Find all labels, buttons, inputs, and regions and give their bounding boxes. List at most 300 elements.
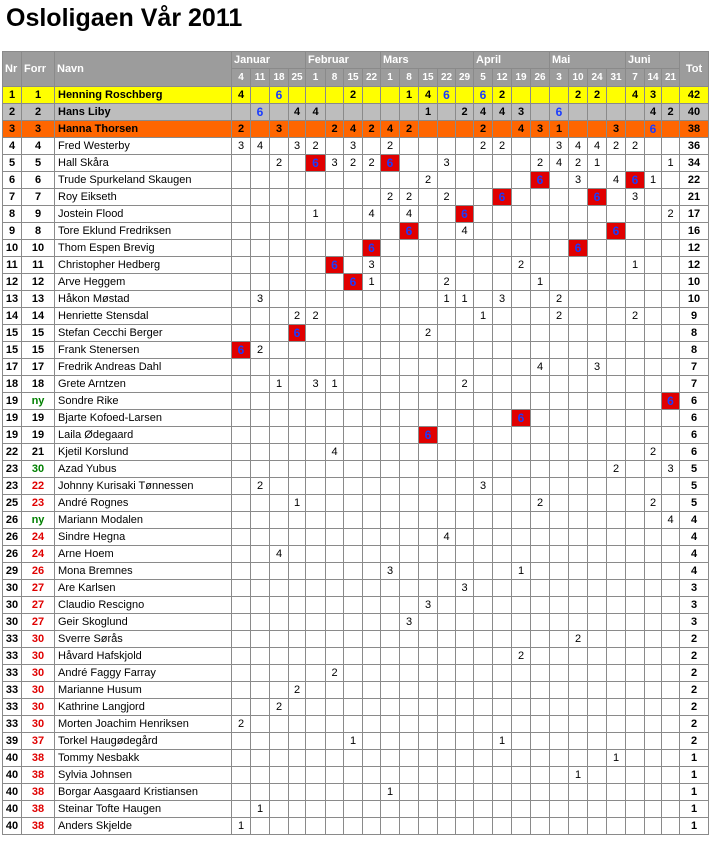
score-cell	[363, 308, 381, 325]
score-cell	[270, 478, 289, 495]
score-cell	[289, 155, 306, 172]
score-cell	[289, 376, 306, 393]
score-cell	[493, 648, 512, 665]
score-cell	[474, 631, 493, 648]
score-cell	[474, 461, 493, 478]
score-cell	[456, 665, 474, 682]
score-cell	[344, 699, 363, 716]
score-cell	[645, 461, 662, 478]
score-cell	[512, 155, 531, 172]
score-cell	[326, 750, 344, 767]
table-row	[3, 818, 709, 835]
score-cell	[569, 801, 588, 818]
score-cell	[419, 342, 438, 359]
score-cell	[381, 750, 400, 767]
score-cell	[588, 801, 607, 818]
score-cell	[456, 733, 474, 750]
score-cell	[438, 665, 456, 682]
score-cell	[251, 223, 270, 240]
score-cell	[645, 580, 662, 597]
score-cell	[306, 529, 326, 546]
score-cell	[326, 648, 344, 665]
rank-cell: 22	[3, 444, 22, 461]
rank-cell: 29	[3, 563, 22, 580]
score-cell	[588, 308, 607, 325]
score-cell: 1	[326, 376, 344, 393]
score-cell	[493, 155, 512, 172]
total-cell: 7	[680, 376, 709, 393]
score-cell	[400, 155, 419, 172]
score-cell: 2	[381, 138, 400, 155]
score-cell	[588, 529, 607, 546]
score-cell	[550, 767, 569, 784]
score-cell	[419, 257, 438, 274]
score-cell	[531, 104, 550, 121]
score-cell	[306, 750, 326, 767]
score-cell	[588, 614, 607, 631]
score-cell	[306, 716, 326, 733]
table-row	[3, 682, 709, 699]
rank-cell: 17	[3, 359, 22, 376]
score-cell	[270, 189, 289, 206]
month-header: Mars	[381, 52, 474, 69]
score-cell	[419, 512, 438, 529]
score-cell	[662, 308, 680, 325]
score-cell	[607, 818, 626, 835]
score-cell	[438, 733, 456, 750]
score-cell	[326, 172, 344, 189]
score-cell	[344, 461, 363, 478]
score-cell	[400, 325, 419, 342]
score-cell	[438, 784, 456, 801]
score-cell	[381, 104, 400, 121]
score-cell	[400, 376, 419, 393]
table-row	[3, 631, 709, 648]
score-cell	[456, 189, 474, 206]
score-cell	[289, 274, 306, 291]
player-name-cell: Roy Eikseth	[55, 189, 232, 206]
score-cell	[512, 325, 531, 342]
score-cell: 3	[645, 87, 662, 104]
score-cell	[456, 308, 474, 325]
score-cell	[493, 631, 512, 648]
total-cell: 10	[680, 291, 709, 308]
score-cell	[419, 376, 438, 393]
rank-cell: 10	[3, 240, 22, 257]
score-cell	[456, 716, 474, 733]
score-cell	[251, 308, 270, 325]
score-cell: 1	[569, 767, 588, 784]
score-cell	[645, 325, 662, 342]
score-cell	[344, 512, 363, 529]
score-cell	[645, 240, 662, 257]
score-cell	[344, 393, 363, 410]
score-cell: 3	[326, 155, 344, 172]
score-cell	[531, 138, 550, 155]
score-cell	[588, 784, 607, 801]
score-cell	[381, 699, 400, 716]
score-cell	[363, 682, 381, 699]
score-cell	[588, 733, 607, 750]
score-cell: 2	[607, 461, 626, 478]
score-cell: 2	[456, 376, 474, 393]
score-cell: 4	[626, 87, 645, 104]
total-cell: 2	[680, 699, 709, 716]
score-cell	[363, 325, 381, 342]
score-cell	[400, 818, 419, 835]
score-cell: 2	[474, 121, 493, 138]
score-cell	[607, 240, 626, 257]
score-cell	[588, 172, 607, 189]
score-cell: 6	[270, 87, 289, 104]
score-cell	[363, 614, 381, 631]
score-cell	[512, 495, 531, 512]
score-cell: 4	[306, 104, 326, 121]
score-cell	[512, 733, 531, 750]
score-cell	[662, 172, 680, 189]
score-cell: 3	[626, 189, 645, 206]
score-cell: 3	[289, 138, 306, 155]
score-cell	[270, 597, 289, 614]
player-name-cell: Kathrine Langjord	[55, 699, 232, 716]
score-cell	[645, 393, 662, 410]
score-cell	[662, 784, 680, 801]
score-cell	[363, 342, 381, 359]
score-cell	[607, 410, 626, 427]
score-cell	[344, 529, 363, 546]
score-cell	[493, 393, 512, 410]
score-cell	[419, 223, 438, 240]
score-cell	[512, 240, 531, 257]
score-cell: 4	[289, 104, 306, 121]
score-cell	[381, 274, 400, 291]
player-name-cell: Håkon Møstad	[55, 291, 232, 308]
score-cell	[363, 818, 381, 835]
score-cell	[419, 648, 438, 665]
score-cell	[232, 444, 251, 461]
score-cell	[607, 733, 626, 750]
score-cell	[326, 580, 344, 597]
score-cell: 2	[493, 87, 512, 104]
score-cell	[326, 563, 344, 580]
score-cell	[419, 699, 438, 716]
score-cell	[306, 546, 326, 563]
score-cell	[232, 801, 251, 818]
score-cell: 1	[531, 274, 550, 291]
score-cell	[626, 597, 645, 614]
score-cell	[645, 257, 662, 274]
score-cell: 2	[588, 87, 607, 104]
score-cell	[381, 410, 400, 427]
table-row	[3, 580, 709, 597]
score-cell: 3	[569, 172, 588, 189]
score-cell	[251, 155, 270, 172]
score-cell	[662, 444, 680, 461]
score-cell	[607, 189, 626, 206]
score-cell	[306, 665, 326, 682]
score-cell	[512, 461, 531, 478]
date-header: 21	[662, 69, 680, 87]
score-cell	[289, 546, 306, 563]
score-cell	[419, 478, 438, 495]
score-cell	[344, 410, 363, 427]
score-cell: 6	[326, 257, 344, 274]
score-cell	[344, 291, 363, 308]
score-cell	[289, 172, 306, 189]
total-cell: 3	[680, 580, 709, 597]
score-cell	[645, 597, 662, 614]
score-cell	[232, 155, 251, 172]
score-cell	[512, 274, 531, 291]
score-cell	[232, 410, 251, 427]
score-cell	[232, 495, 251, 512]
score-cell: 4	[662, 512, 680, 529]
score-cell	[363, 495, 381, 512]
score-cell	[232, 427, 251, 444]
table-row	[3, 325, 709, 342]
score-cell	[381, 393, 400, 410]
rank-cell: 40	[3, 767, 22, 784]
score-cell	[419, 138, 438, 155]
score-cell	[607, 104, 626, 121]
score-cell	[626, 648, 645, 665]
score-cell: 1	[363, 274, 381, 291]
score-cell	[363, 291, 381, 308]
score-cell	[363, 461, 381, 478]
score-cell	[662, 121, 680, 138]
score-cell	[381, 648, 400, 665]
score-cell	[569, 699, 588, 716]
score-cell	[326, 308, 344, 325]
score-cell	[456, 325, 474, 342]
score-cell	[438, 359, 456, 376]
score-cell: 2	[456, 104, 474, 121]
previous-rank-cell: 24	[22, 546, 55, 563]
score-cell	[569, 257, 588, 274]
score-cell	[270, 257, 289, 274]
score-cell	[645, 206, 662, 223]
previous-rank-cell: 22	[22, 478, 55, 495]
previous-rank-cell: 38	[22, 767, 55, 784]
rank-cell: 13	[3, 291, 22, 308]
total-cell: 2	[680, 682, 709, 699]
date-header: 5	[474, 69, 493, 87]
score-cell	[550, 699, 569, 716]
table-row	[3, 274, 709, 291]
score-cell	[270, 801, 289, 818]
score-cell	[645, 529, 662, 546]
score-cell	[550, 189, 569, 206]
score-cell	[306, 291, 326, 308]
score-cell	[662, 87, 680, 104]
total-cell: 6	[680, 393, 709, 410]
score-cell	[270, 138, 289, 155]
score-cell	[662, 529, 680, 546]
score-cell	[381, 427, 400, 444]
score-cell	[251, 665, 270, 682]
date-header: 29	[456, 69, 474, 87]
score-cell	[289, 750, 306, 767]
previous-rank-cell: 18	[22, 376, 55, 393]
total-cell: 36	[680, 138, 709, 155]
score-cell	[645, 308, 662, 325]
rank-cell: 3	[3, 121, 22, 138]
score-cell: 3	[493, 291, 512, 308]
score-cell	[400, 138, 419, 155]
score-cell	[326, 342, 344, 359]
score-cell	[400, 546, 419, 563]
score-cell	[512, 767, 531, 784]
score-cell	[251, 784, 270, 801]
score-cell	[381, 172, 400, 189]
score-cell	[306, 87, 326, 104]
table-row	[3, 257, 709, 274]
player-name-cell: Fredrik Andreas Dahl	[55, 359, 232, 376]
score-cell	[550, 563, 569, 580]
score-cell	[550, 784, 569, 801]
score-cell	[363, 410, 381, 427]
score-cell	[607, 478, 626, 495]
score-cell	[363, 801, 381, 818]
total-cell: 12	[680, 257, 709, 274]
score-cell	[438, 427, 456, 444]
score-cell	[363, 648, 381, 665]
score-cell	[569, 410, 588, 427]
score-cell	[474, 733, 493, 750]
score-cell	[419, 801, 438, 818]
total-cell: 4	[680, 512, 709, 529]
header-nr: Nr	[3, 52, 22, 87]
score-cell	[344, 818, 363, 835]
score-cell: 4	[645, 104, 662, 121]
score-cell	[662, 597, 680, 614]
score-cell	[662, 818, 680, 835]
score-cell	[456, 138, 474, 155]
score-cell	[232, 546, 251, 563]
score-cell	[550, 580, 569, 597]
score-cell	[569, 665, 588, 682]
score-cell	[306, 699, 326, 716]
score-cell: 4	[569, 138, 588, 155]
score-cell	[474, 529, 493, 546]
score-cell	[400, 104, 419, 121]
score-cell	[456, 257, 474, 274]
score-cell	[626, 580, 645, 597]
score-cell	[419, 359, 438, 376]
score-cell	[456, 155, 474, 172]
score-cell	[381, 801, 400, 818]
score-cell	[251, 444, 270, 461]
score-cell	[232, 699, 251, 716]
score-cell: 3	[306, 376, 326, 393]
score-cell	[645, 733, 662, 750]
score-cell	[251, 529, 270, 546]
score-cell	[569, 104, 588, 121]
score-cell	[588, 104, 607, 121]
score-cell	[419, 631, 438, 648]
rank-cell: 40	[3, 801, 22, 818]
score-cell	[344, 546, 363, 563]
score-cell	[400, 767, 419, 784]
score-cell	[456, 682, 474, 699]
score-cell	[232, 359, 251, 376]
score-cell	[438, 495, 456, 512]
total-cell: 2	[680, 716, 709, 733]
score-cell: 6	[419, 427, 438, 444]
score-cell	[363, 393, 381, 410]
total-cell: 4	[680, 546, 709, 563]
score-cell	[400, 597, 419, 614]
score-cell: 2	[662, 104, 680, 121]
score-cell	[474, 257, 493, 274]
date-header: 10	[569, 69, 588, 87]
table-row	[3, 767, 709, 784]
previous-rank-cell: 19	[22, 410, 55, 427]
score-cell	[662, 767, 680, 784]
score-cell: 2	[326, 665, 344, 682]
previous-rank-cell: 15	[22, 342, 55, 359]
score-cell	[456, 597, 474, 614]
score-cell	[569, 189, 588, 206]
score-cell	[363, 563, 381, 580]
score-cell	[363, 359, 381, 376]
score-cell	[626, 291, 645, 308]
score-cell	[569, 614, 588, 631]
score-cell	[607, 291, 626, 308]
score-cell: 3	[512, 104, 531, 121]
table-row	[3, 189, 709, 206]
score-cell	[419, 308, 438, 325]
score-cell	[550, 206, 569, 223]
table-row	[3, 614, 709, 631]
previous-rank-cell: 10	[22, 240, 55, 257]
score-cell: 2	[474, 138, 493, 155]
score-cell	[381, 325, 400, 342]
score-cell	[232, 478, 251, 495]
score-cell	[607, 614, 626, 631]
table-row	[3, 121, 709, 138]
score-cell	[569, 682, 588, 699]
score-cell	[456, 563, 474, 580]
score-cell	[569, 733, 588, 750]
score-cell	[381, 342, 400, 359]
score-cell: 4	[381, 121, 400, 138]
score-cell	[381, 223, 400, 240]
date-header: 24	[588, 69, 607, 87]
score-cell	[456, 699, 474, 716]
score-cell	[645, 512, 662, 529]
score-cell	[531, 461, 550, 478]
rank-cell: 33	[3, 716, 22, 733]
score-cell	[270, 563, 289, 580]
score-cell	[512, 580, 531, 597]
previous-rank-cell: 14	[22, 308, 55, 325]
rank-cell: 18	[3, 376, 22, 393]
score-cell	[607, 580, 626, 597]
total-cell: 6	[680, 410, 709, 427]
score-cell	[289, 444, 306, 461]
score-cell	[474, 155, 493, 172]
total-cell: 3	[680, 597, 709, 614]
score-cell	[569, 427, 588, 444]
score-cell	[512, 546, 531, 563]
score-cell	[493, 529, 512, 546]
score-cell	[344, 614, 363, 631]
score-cell	[419, 750, 438, 767]
score-cell	[344, 478, 363, 495]
score-cell: 3	[456, 580, 474, 597]
score-cell	[438, 682, 456, 699]
